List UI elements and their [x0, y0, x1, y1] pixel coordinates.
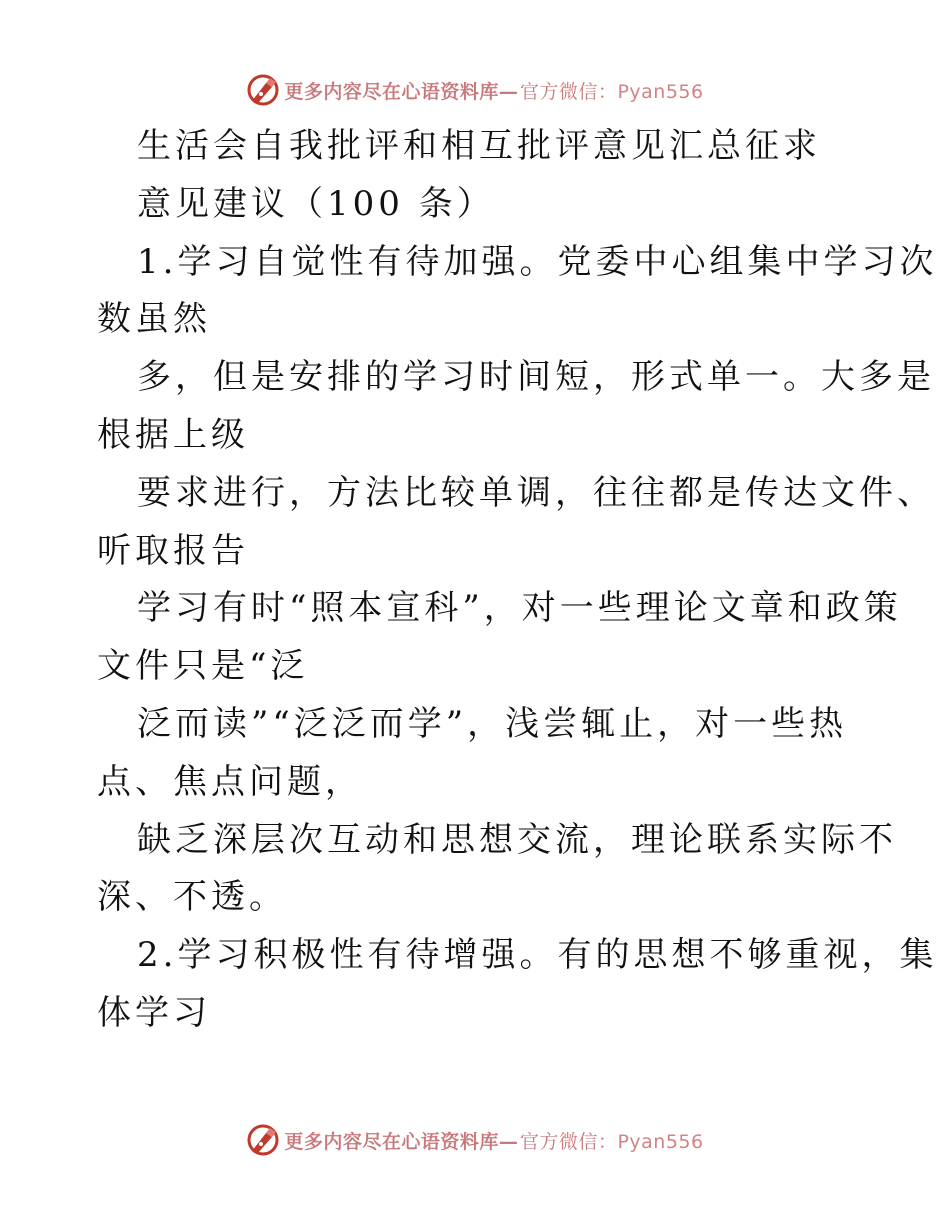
paragraph-line: 深、不透。 — [97, 877, 287, 918]
paragraph-line: 多，但是安排的学习时间短，形式单一。大多是 — [137, 357, 935, 398]
banner-dash: — — [498, 80, 516, 103]
paragraph-line: 要求进行，方法比较单调，往往都是传达文件、 — [137, 472, 935, 513]
banner-dash: — — [498, 1130, 516, 1153]
document-title-line-1: 生活会自我批评和相互批评意见汇总征求 — [137, 126, 821, 166]
banner-site-text: 更多内容尽在心语资料库 — [284, 80, 499, 103]
header-banner — [0, 70, 950, 110]
banner-wechat-id: Pyan556 — [617, 80, 704, 103]
paragraph-line: 2.学习积极性有待增强。有的思想不够重视，集 — [137, 935, 938, 976]
paragraph-line: 缺乏深层次互动和思想交流，理论联系实际不 — [137, 819, 897, 860]
paragraph-line: 体学习 — [97, 992, 211, 1033]
paragraph-line: 数虽然 — [97, 299, 211, 340]
document-title-line-2: 意见建议（100 条） — [137, 183, 495, 224]
banner-text — [284, 77, 703, 104]
banner-text — [284, 1127, 703, 1154]
paragraph-line: 听取报告 — [97, 530, 249, 571]
paragraph-line: 泛而读”“泛泛而学”，浅尝辄止，对一些热 — [137, 703, 848, 744]
footer-banner — [0, 1120, 950, 1160]
document-body — [97, 118, 938, 1043]
pen-logo-icon — [246, 1123, 280, 1157]
pen-logo-icon — [246, 73, 280, 107]
paragraph-line: 1.学习自觉性有待加强。党委中心组集中学习次 — [137, 241, 938, 282]
banner-wechat-id: Pyan556 — [617, 1130, 704, 1153]
banner-wechat-label: 官方微信： — [519, 1130, 618, 1153]
paragraph-line: 文件只是“泛 — [97, 646, 309, 687]
banner-site-text: 更多内容尽在心语资料库 — [284, 1130, 499, 1153]
banner-wechat-label: 官方微信： — [519, 80, 618, 103]
paragraph-line: 点、焦点问题， — [97, 761, 363, 802]
paragraph-line: 学习有时“照本宣科”，对一些理论文章和政策 — [137, 588, 902, 629]
paragraph-line: 根据上级 — [97, 414, 249, 455]
